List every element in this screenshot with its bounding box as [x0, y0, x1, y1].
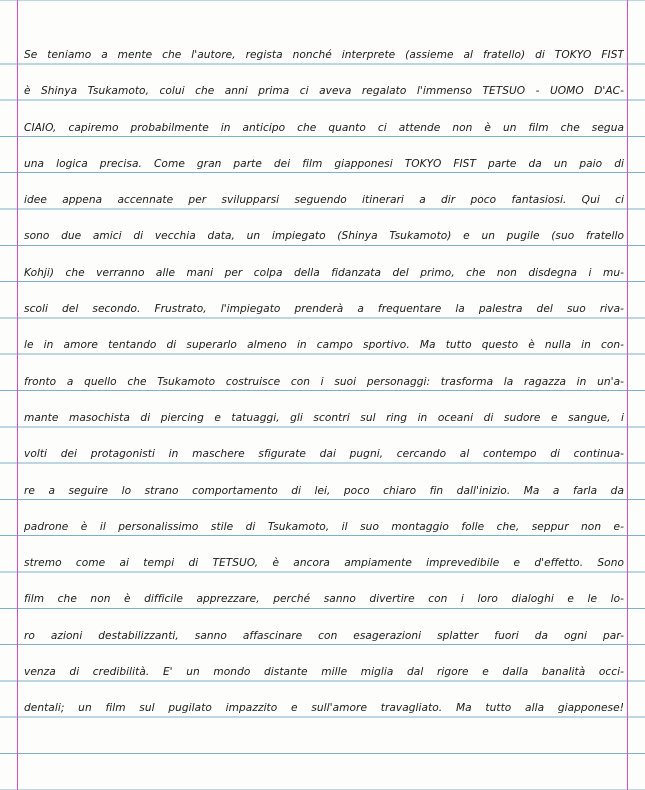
text-line: stremo come ai tempi di TETSUO, è ancora ampiamente imprevedibile e d'effetto. Sono: [24, 557, 624, 570]
text-line: le in amore tentando di superarlo almeno in campo sportivo. Ma tutto questo è nulla in con-: [24, 339, 624, 352]
text-line: re a seguire lo strano comportamento di lei, poco chiaro fin dall'inizio. Ma a farla da: [24, 484, 624, 497]
text-line: volti dei protagonisti in maschere sfigurate dai pugni, cercando al contempo di continua-: [24, 448, 624, 461]
text-line: Se teniamo a mente che l'autore, regista nonché interprete (assieme al fratello) di TOKYO FIST: [24, 49, 624, 61]
left-margin-line: [17, 0, 18, 790]
text-line: film che non è difficile apprezzare, perché sanno divertire con i loro dialoghi e le lo-: [24, 593, 624, 606]
text-line: sono due amici di vecchia data, un impiegato (Shinya Tsukamoto) e un pugile (suo fratello: [24, 230, 624, 243]
text-line: ro azioni destabilizzanti, sanno affascinare con esagerazioni splatter fuori da ogni par-: [24, 629, 624, 642]
handwritten-review-text: [24, 37, 624, 727]
text-line: è Shinya Tsukamoto, colui che anni prima ci aveva regalato l'immenso TETSUO - UOMO D'AC-: [24, 85, 624, 98]
text-line: una logica precisa. Come gran parte dei film giapponesi TOKYO FIST parte da un paio di: [24, 157, 624, 170]
text-line: mante masochista di piercing e tatuaggi, gli scontri sul ring in oceani di sudore e sangue, i: [24, 411, 624, 424]
text-line: Kohji) che verranno alle mani per colpa della fidanzata del primo, che non disdegna i mu-: [24, 266, 624, 279]
text-line: venza di credibilità. E' un mondo distante mille miglia dal rigore e dalla banalità occi-: [24, 666, 624, 679]
text-line: scoli del secondo. Frustrato, l'impiegato prenderà a frequentare la palestra del suo riva-: [24, 303, 624, 316]
text-line: dentali; un film sul pugilato impazzito e sull'amore travagliato. Ma tutto alla giapponese!: [24, 702, 624, 715]
right-margin-line: [627, 0, 628, 790]
text-line: CIAIO, capiremo probabilmente in anticipo che quanto ci attende non è un film che segua: [24, 121, 624, 134]
text-line: fronto a quello che Tsukamoto costruisce con i suoi personaggi: trasforma la ragazza in un'a-: [24, 375, 624, 388]
text-line: padrone è il personalissimo stile di Tsukamoto, il suo montaggio folle che, seppur non e-: [24, 520, 624, 533]
text-line: idee appena accennate per svilupparsi seguendo itinerari a dir poco fantasiosi. Qui ci: [24, 194, 624, 207]
